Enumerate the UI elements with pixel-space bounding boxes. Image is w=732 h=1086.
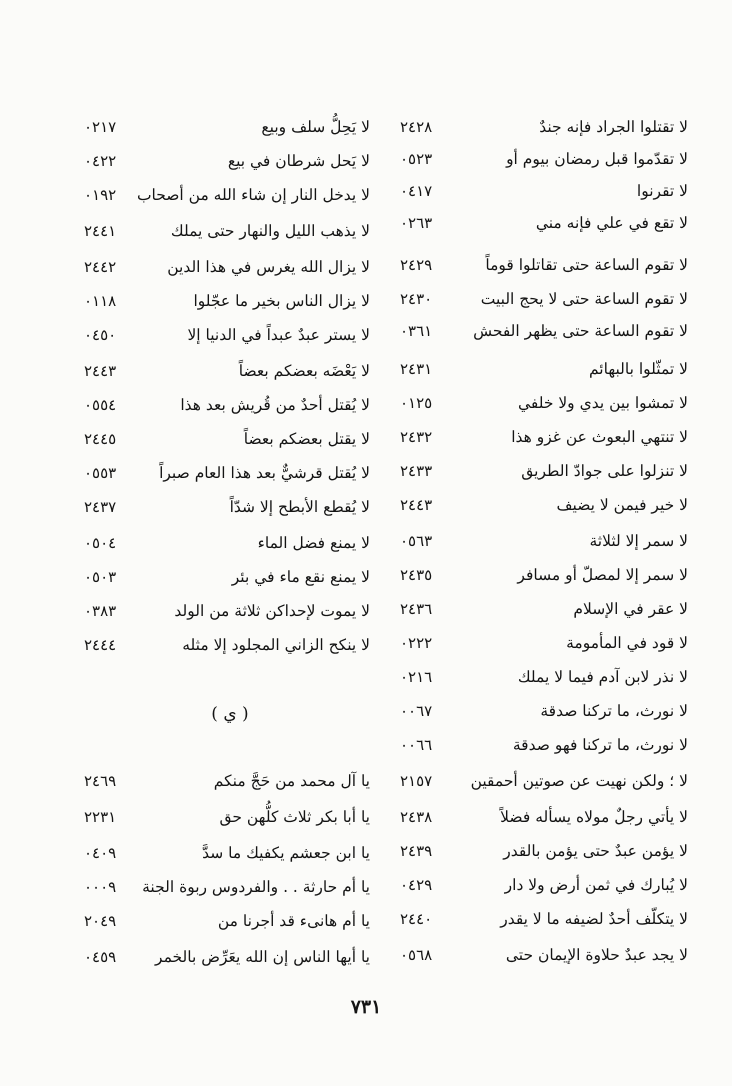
entry-text: لا يزال الله يغرس في هذا الدين	[167, 258, 370, 276]
index-entry	[400, 422, 688, 452]
index-entry	[400, 696, 688, 726]
index-entry	[84, 942, 370, 972]
index-entry	[84, 390, 370, 420]
index-entry	[84, 630, 370, 660]
index-entry	[84, 562, 370, 592]
entry-text: يا ابن جعشم يكفيك ما سدَّ	[202, 844, 370, 862]
entry-number: ٢٤٤٠	[400, 910, 433, 928]
entry-number: ٠٢٦٣	[400, 214, 433, 232]
entry-number: ٠٣٦١	[400, 322, 433, 340]
entry-text: لا يموت لإحداكن ثلاثة من الولد	[174, 602, 370, 620]
entry-text: لا تقوم الساعة حتى يظهر الفحش	[473, 322, 688, 340]
index-entry	[84, 320, 370, 350]
entry-text: يا أم هانىء قد أجرنا من	[217, 912, 370, 930]
entry-number: ٢٤٣١	[400, 360, 433, 378]
entry-text: لا يُقتل أحدٌ من قُريش بعد هذا	[180, 396, 370, 414]
index-entry	[84, 356, 370, 386]
entry-number: ٠٥٢٣	[400, 150, 433, 168]
entry-text: يا آل محمد من حَجَّ منكم	[213, 772, 370, 790]
entry-text: لا تقوم الساعة حتى لا يحج البيت	[480, 290, 688, 308]
entry-number: ٢٤٣٠	[400, 290, 433, 308]
index-entry	[84, 492, 370, 522]
entry-text: لا يستر عبدٌ عبداً في الدنيا إلا	[187, 326, 370, 344]
entry-text: لا يذهب الليل والنهار حتى يملك	[170, 222, 370, 240]
entry-text: لا يأتي رجلٌ مولاه يسأله فضلاً	[500, 808, 688, 826]
entry-text: لا يؤمن عبدٌ حتى يؤمن بالقدر	[503, 842, 688, 860]
entry-number: ٠٥٦٣	[400, 532, 433, 550]
entry-number: ٢٤٣٧	[84, 498, 117, 516]
section-heading: ( ي )	[211, 704, 249, 724]
index-entry	[84, 528, 370, 558]
entry-number: ٠٠٦٧	[400, 702, 433, 720]
entry-number: ٢٤٢٩	[400, 256, 433, 274]
entry-number: ٢٤٤٣	[400, 496, 433, 514]
index-entry	[400, 730, 688, 760]
index-entry	[84, 216, 370, 246]
entry-number: ٠٤٥٠	[84, 326, 117, 344]
index-entry	[400, 456, 688, 486]
entry-number: ٠٢١٦	[400, 668, 433, 686]
entry-text: لا نورث، ما تركنا صدقة	[540, 702, 688, 720]
index-entry	[400, 112, 688, 142]
entry-text: لا يدخل النار إن شاء الله من أصحاب	[136, 186, 370, 204]
entry-text: لا تمثّلوا بالبهائم	[588, 360, 688, 378]
entry-number: ٢٤٤٤	[84, 636, 117, 654]
entry-text: يا أبا بكر ثلاث كلُّهن حق	[219, 808, 370, 826]
entry-number: ٢١٥٧	[400, 772, 433, 790]
index-entry	[84, 906, 370, 936]
index-entry	[400, 526, 688, 556]
index-entry	[400, 940, 688, 970]
entry-text: لا تنزلوا على جوادّ الطريق	[521, 462, 688, 480]
entry-text: لا يقتل بعضكم بعضاً	[243, 430, 370, 448]
entry-number: ٢٤٢٨	[400, 118, 433, 136]
index-entry	[400, 490, 688, 520]
index-entry	[84, 252, 370, 282]
index-entry	[400, 628, 688, 658]
index-entry	[84, 180, 370, 210]
index-entry	[400, 388, 688, 418]
entry-number: ٠٤٠٩	[84, 844, 117, 862]
entry-text: لا نذر لابن آدم فيما لا يملك	[517, 668, 688, 686]
entry-number: ٢٠٤٩	[84, 912, 117, 930]
entry-number: ٠٠٦٦	[400, 736, 433, 754]
index-entry	[400, 904, 688, 934]
entry-number: ٢٤٤٣	[84, 362, 117, 380]
entry-text: لا تنتهي البعوث عن غزو هذا	[511, 428, 688, 446]
index-entry	[84, 146, 370, 176]
page-number: ٧٣١	[350, 996, 382, 1018]
entry-text: لا خير فيمن لا يضيف	[556, 496, 688, 514]
entry-number: ٠٤٢٩	[400, 876, 433, 894]
index-entry	[400, 870, 688, 900]
entry-number: ٢٤٤١	[84, 222, 117, 240]
entry-number: ٢٤٣٢	[400, 428, 433, 446]
entry-number: ٠٥٥٣	[84, 464, 117, 482]
index-entry	[400, 144, 688, 174]
index-entry	[84, 802, 370, 832]
entry-number: ٠٢٢٢	[400, 634, 433, 652]
index-entry	[400, 766, 688, 796]
index-entry	[400, 662, 688, 692]
entry-number: ٢٤٦٩	[84, 772, 117, 790]
entry-text: لا يتكلّف أحدٌ لضيفه ما لا يقدر	[500, 910, 688, 928]
index-entry	[400, 316, 688, 346]
entry-text: لا عقر في الإسلام	[573, 600, 688, 618]
index-entry	[400, 284, 688, 314]
index-entry	[84, 596, 370, 626]
entry-number: ٠٤١٧	[400, 182, 433, 200]
entry-number: ٢٤٣٥	[400, 566, 433, 584]
entry-number: ٢٤٣٣	[400, 462, 433, 480]
entry-text: لا سمر إلا لثلاثة	[589, 532, 688, 550]
index-entry	[400, 208, 688, 238]
entry-number: ٢٤٤٢	[84, 258, 117, 276]
index-entry	[400, 802, 688, 832]
index-entry	[84, 872, 370, 902]
entry-text: لا يُقتل قرشيٌّ بعد هذا العام صبراً	[159, 464, 370, 482]
entry-number: ٢٤٣٨	[400, 808, 433, 826]
index-entry	[400, 176, 688, 206]
entry-text: يا أيها الناس إن الله يعَرِّض بالخمر	[155, 948, 370, 966]
entry-text: لا يَحل شرطان في بيع	[227, 152, 370, 170]
entry-text: لا يَحِلُّ سلف وبيع	[261, 118, 370, 136]
entry-number: ٠٥٠٣	[84, 568, 117, 586]
entry-number: ٠٤٢٢	[84, 152, 117, 170]
entry-text: لا يَعْضَه بعضكم بعضاً	[238, 362, 370, 380]
entry-text: لا يمنع فضل الماء	[257, 534, 370, 552]
entry-text: لا يُبارك في ثمن أرض ولا دار	[504, 876, 688, 894]
entry-text: لا يمنع نقع ماء في بئر	[231, 568, 370, 586]
entry-number: ٢٤٣٦	[400, 600, 433, 618]
entry-text: لا ينكح الزاني المجلود إلا مثله	[182, 636, 370, 654]
entry-number: ٠١٢٥	[400, 394, 433, 412]
entry-number: ٢٢٣١	[84, 808, 117, 826]
entry-number: ٠٤٥٩	[84, 948, 117, 966]
entry-text: لا تمشوا بين يدي ولا خلفي	[517, 394, 688, 412]
entry-text: لا قود في المأمومة	[566, 634, 688, 652]
index-entry	[84, 424, 370, 454]
entry-text: لا يُقطع الأبطح إلا شدّاً	[229, 498, 370, 516]
entry-text: لا يزال الناس بخير ما عجّلوا	[193, 292, 370, 310]
entry-number: ٠٥٠٤	[84, 534, 117, 552]
entry-text: لا تقوم الساعة حتى تقاتلوا قوماً	[485, 256, 688, 274]
index-entry	[84, 766, 370, 796]
entry-number: ٠١١٨	[84, 292, 117, 310]
entry-text: يا أم حارثة . . والفردوس ربوة الجنة	[142, 878, 370, 896]
entry-text: لا تقرنوا	[636, 182, 688, 200]
entry-text: لا يجد عبدٌ حلاوة الإيمان حتى	[505, 946, 688, 964]
index-entry	[400, 250, 688, 280]
entry-text: لا تقع في علي فإنه مني	[535, 214, 688, 232]
entry-number: ٠٥٦٨	[400, 946, 433, 964]
entry-number: ٠٢١٧	[84, 118, 117, 136]
entry-number: ٢٤٤٥	[84, 430, 117, 448]
entry-number: ٠٥٥٤	[84, 396, 117, 414]
entry-text: لا تقتلوا الجراد فإنه جندٌ	[539, 118, 688, 136]
index-entry	[400, 354, 688, 384]
entry-number: ٠٣٨٣	[84, 602, 117, 620]
entry-text: لا ؛ ولكن نهيت عن صوتين أحمقين	[470, 772, 688, 790]
index-entry	[84, 112, 370, 142]
index-entry	[84, 286, 370, 316]
entry-text: لا تقدّموا قبل رمضان بيوم أو	[506, 150, 688, 168]
entry-text: لا نورث، ما تركنا فهو صدقة	[512, 736, 688, 754]
index-entry	[84, 458, 370, 488]
index-entry	[400, 560, 688, 590]
entry-number: ٢٤٣٩	[400, 842, 433, 860]
entry-number: ٠١٩٢	[84, 186, 117, 204]
index-entry	[400, 836, 688, 866]
index-entry	[400, 594, 688, 624]
entry-text: لا سمر إلا لمصلّ أو مسافر	[517, 566, 688, 584]
index-entry	[84, 838, 370, 868]
entry-number: ٠٠٠٩	[84, 878, 117, 896]
